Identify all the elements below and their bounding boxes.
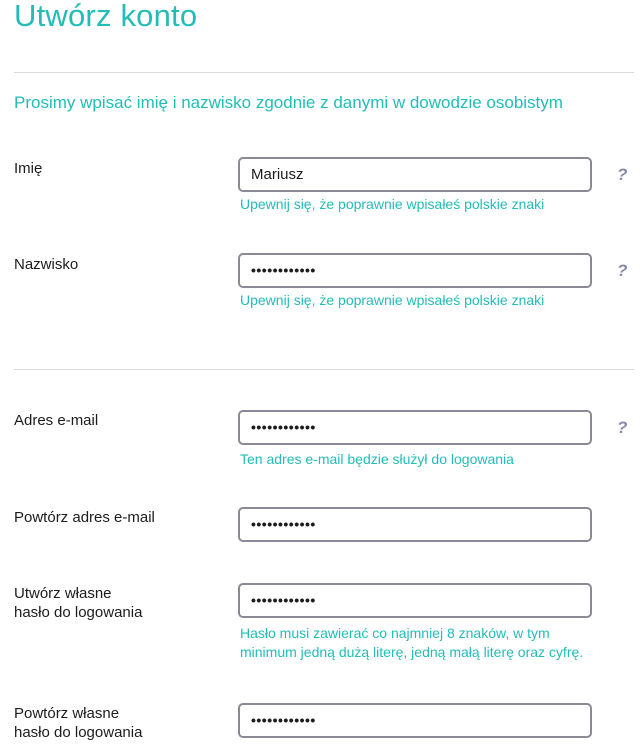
intro-text: Prosimy wpisać imię i nazwisko zgodnie z danymi w dowodzie osobistym <box>14 93 563 112</box>
password-hint <box>240 624 583 662</box>
last-name-help-icon[interactable]: ? <box>617 261 628 280</box>
page-title: Utwórz konto <box>14 0 198 33</box>
last-name-label: Nazwisko <box>14 256 79 273</box>
first-name-hint: Upewnij się, że poprawnie wpisałeś polskie znaki <box>240 196 545 212</box>
password-repeat-label-line1: Powtórz własne <box>14 705 120 722</box>
password-hint-line1: Hasło musi zawierać co najmniej 8 znaków, w tym <box>240 625 550 641</box>
password-repeat-label <box>14 704 142 742</box>
email-hint: Ten adres e-mail będzie służył do logowania <box>240 451 514 467</box>
divider <box>14 369 634 370</box>
first-name-input[interactable]: Mariusz <box>238 157 592 192</box>
password-label-line1: Utwórz własne <box>14 585 112 602</box>
email-help-icon[interactable]: ? <box>617 418 628 437</box>
last-name-input[interactable]: •••••••••••• <box>238 253 592 288</box>
divider <box>14 72 634 73</box>
password-label <box>14 584 142 622</box>
password-repeat-input[interactable]: •••••••••••• <box>238 703 592 738</box>
password-input[interactable]: •••••••••••• <box>238 583 592 618</box>
first-name-label: Imię <box>14 160 43 177</box>
email-label: Adres e-mail <box>14 412 99 429</box>
password-repeat-label-line2: hasło do logowania <box>14 724 143 741</box>
email-repeat-label: Powtórz adres e-mail <box>14 509 155 526</box>
password-label-line2: hasło do logowania <box>14 604 143 621</box>
email-input[interactable]: •••••••••••• <box>238 410 592 445</box>
email-repeat-input[interactable]: •••••••••••• <box>238 507 592 542</box>
password-hint-line2: minimum jedną dużą literę, jedną małą literę oraz cyfrę. <box>240 644 584 660</box>
first-name-help-icon[interactable]: ? <box>617 165 628 184</box>
last-name-hint: Upewnij się, że poprawnie wpisałeś polskie znaki <box>240 292 545 308</box>
